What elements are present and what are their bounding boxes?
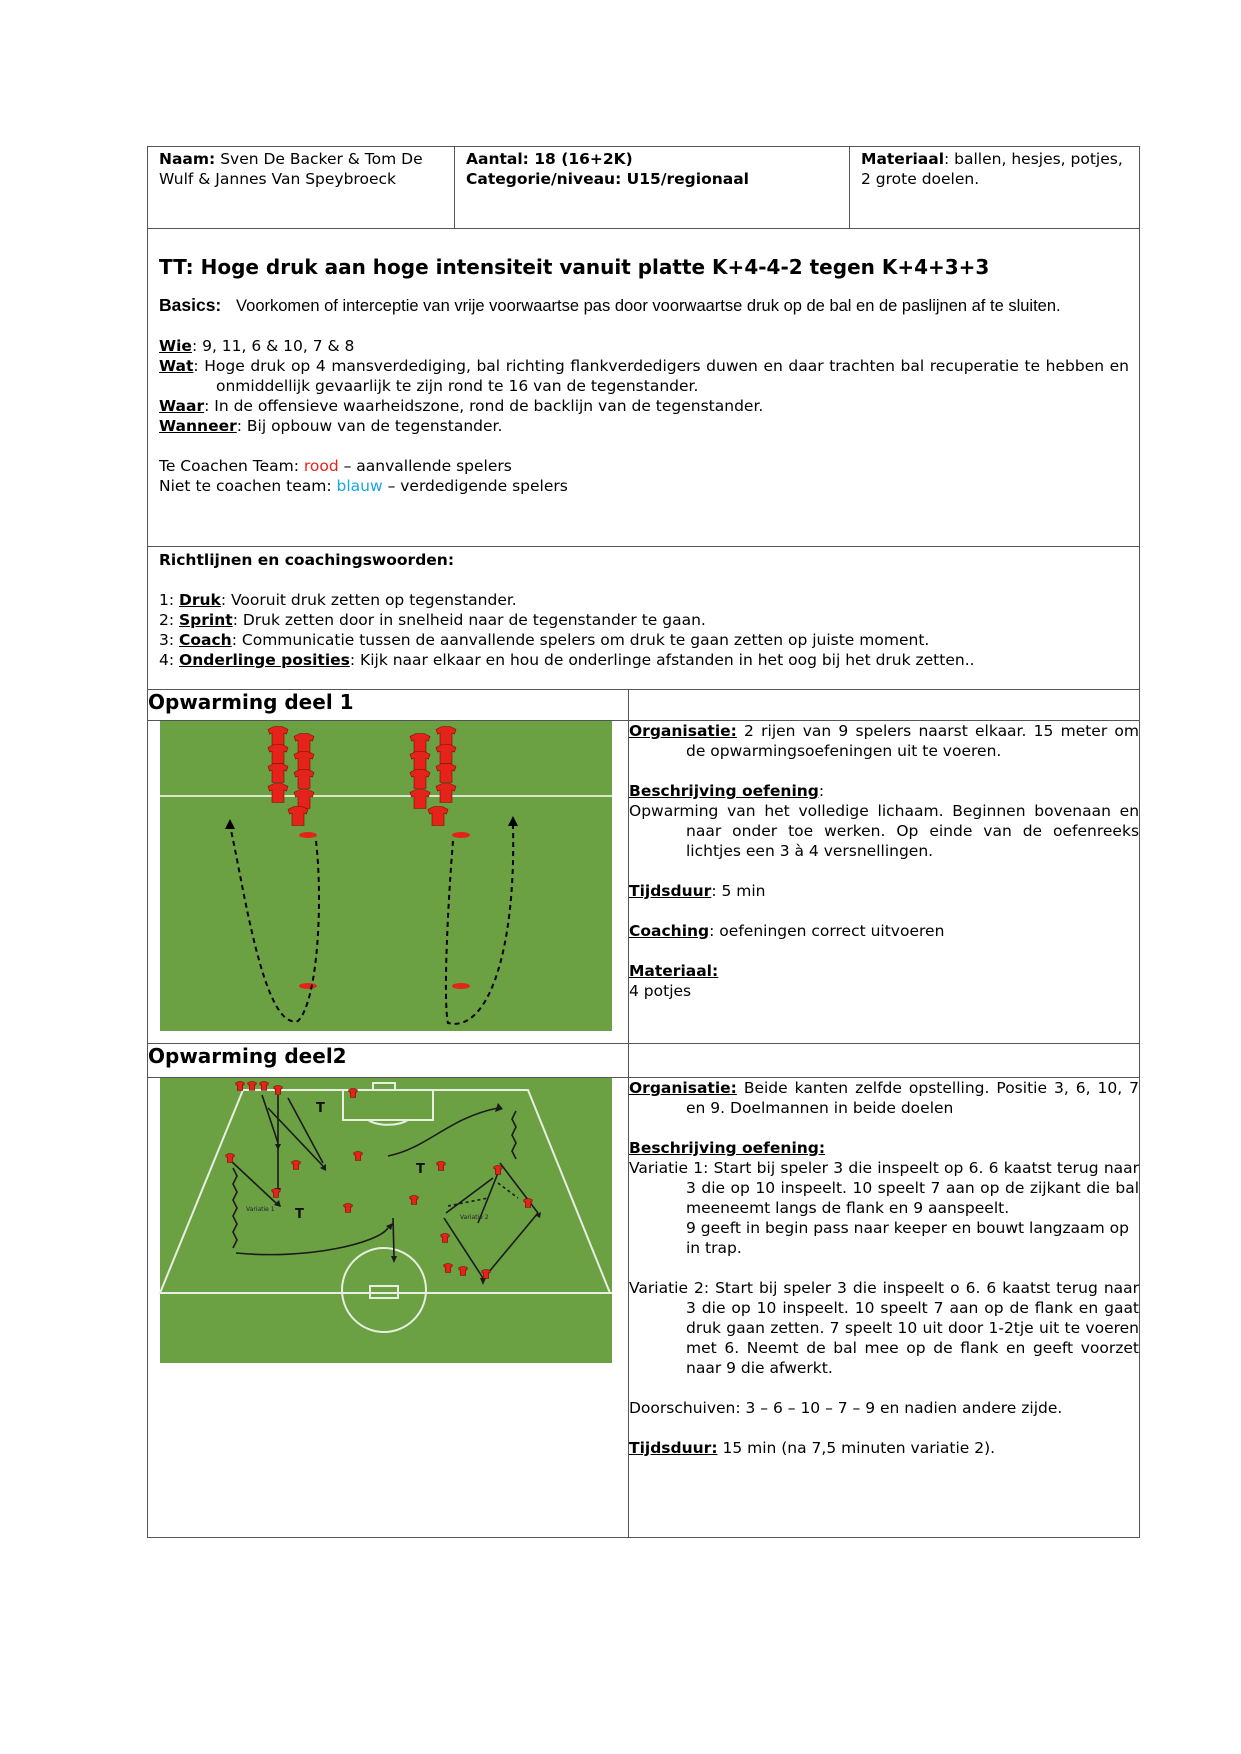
richtlijn-num: 2: [159,611,180,629]
richtlijn-num: 3: [159,631,180,649]
coach-team-line [159,456,1129,476]
cone-icon [452,983,470,989]
deel1-coaching [629,921,1139,941]
nocoach-team-line [159,476,1129,496]
session-sheet [147,146,1139,1538]
organisatie-text: Beide kanten zelfde opstelling. Positie 3, 6, 10, 7 en 9. Doelmannen in beide doelen [686,1079,1140,1117]
tijdsduur-label: Tijdsduur [629,882,712,900]
cone-icon [452,832,470,838]
wat-label: Wat [159,357,194,375]
deel1-body-row [148,721,1140,1044]
richtlijn-num: 4: [159,651,180,669]
trainer-label: T [295,1207,304,1222]
waar-text: : In de offensieve waarheidszone, rond de backlijn van de tegenstander. [204,397,764,415]
richtlijn-1 [159,590,1129,610]
beschrijving-label: Beschrijving oefening [629,782,819,800]
variatie-2-label: Variatie 2 [460,1214,489,1221]
richtlijn-num: 1: [159,591,180,609]
aantal-cell [455,147,850,229]
coach-team-prefix: Te Coachen Team: [159,457,304,475]
coaching-label: Coaching [629,922,710,940]
richtlijn-text: : Vooruit druk zetten op tegenstander. [220,591,517,609]
session-table [147,146,1140,1538]
deel1-diagram-cell [148,721,629,1044]
wie-line [159,336,1129,356]
deel2-variatie-1: Variatie 1: Start bij speler 3 die inspeelt op 6. 6 kaatst terug naar 3 die op 10 inspeelt. 10 speelt 7 aan op de zijkant die bal meeneemt langs de flank en 9 aanspeelt. [629,1159,1140,1217]
deel2-tijdsduur [629,1438,1139,1458]
wanneer-label: Wanneer [159,417,237,435]
deel2-variatie-2: Variatie 2: Start bij speler 3 die inspeelt o 6. 6 kaatst terug naar 3 die op 10 inspeelt. 10 speelt 7 aan op de flank en gaat druk gaan zetten. 7 speelt 10 uit door 1-2tje uit te voeren met 6. Neemt de bal mee op de flank en geeft voorzet naar 9 die afwerkt. [629,1279,1140,1377]
aantal-line: Aantal: 18 (16+2K) [466,150,633,168]
deel1-title-empty [629,690,1140,721]
deel1-materiaal-label: Materiaal: [629,962,719,980]
deel2-variatie-1b: 9 geeft in begin pass naar keeper en bouwt langzaam op in trap. [686,1219,1129,1257]
beschrijving-colon: : [818,782,825,800]
header-row [148,147,1140,229]
wat-text: : Hoge druk op 4 mansverdediging, bal richting flankverdedigers duwen en daar trachten bal recuperatie te hebben en onmiddellijk gevaarlijk te zijn rond te 16 van de tegenstander. [193,357,1130,395]
deel2-organisatie [629,1078,1139,1118]
deel2-field-diagram [148,1078,618,1378]
categorie-line: Categorie/niveau: U15/regionaal [466,170,749,188]
tijdsduur-text: 15 min (na 7,5 minuten variatie 2). [717,1439,996,1457]
richtlijn-text: : Kijk naar elkaar en hou de onderlinge afstanden in het oog bij het druk zetten.. [349,651,975,669]
richtlijn-label: Druk [179,591,221,609]
deel2-body-row [148,1078,1140,1538]
deel1-field-diagram [148,721,618,1041]
deel1-materiaal-text: 4 potjes [629,982,692,1000]
richtlijnen-cell [148,547,1140,690]
richtlijn-label: Coach [179,631,232,649]
tijdsduur-label: Tijdsduur: [629,1439,718,1457]
richtlijn-text: : Communicatie tussen de aanvallende spelers om druk te gaan zetten op juiste moment. [231,631,930,649]
organisatie-text: 2 rijen van 9 spelers naarst elkaar. 15 meter om de opwarmingsoefeningen uit te voeren. [686,722,1140,760]
nocoach-team-suffix: – verdedigende spelers [382,477,568,495]
deel1-organisatie [629,721,1139,761]
richtlijnen-title: Richtlijnen en coachingswoorden: [159,551,455,569]
richtlijn-2 [159,610,1129,630]
nocoach-team-color: blauw [336,477,383,495]
deel1-text-cell [629,721,1140,1044]
naam-label: Naam: [159,150,216,168]
deel2-diagram-cell [148,1078,629,1538]
cone-icon [299,983,317,989]
deel2-doorschuiven: Doorschuiven: 3 – 6 – 10 – 7 – 9 en nadien andere zijde. [629,1399,1063,1417]
materiaal-cell [850,147,1140,229]
deel2-beschrijving-label: Beschrijving oefening: [629,1139,826,1157]
deel2-text-cell [629,1078,1140,1538]
richtlijn-label: Sprint [179,611,233,629]
richtlijn-4 [159,650,1129,670]
basics-text: Voorkomen of interceptie van vrije voorwaartse pas door voorwaartse druk op de bal en de paslijnen af te sluiten. [236,297,1061,315]
wat-line [159,356,1129,396]
deel1-title: Opwarming deel 1 [148,690,629,721]
tt-row [148,229,1140,547]
wanneer-text: : Bij opbouw van de tegenstander. [236,417,503,435]
richtlijn-text: : Druk zetten door in snelheid naar de tegenstander te gaan. [232,611,706,629]
richtlijn-3 [159,630,1129,650]
naam-cell [148,147,455,229]
deel2-title-row [148,1044,1140,1078]
deel1-beschrijving-text: Opwarming van het volledige lichaam. Beginnen bovenaan en naar onder toe werken. Op einde van de oefenreeks lichtjes een 3 à 4 versnellingen. [629,802,1140,860]
basics-paragraph [159,295,1129,317]
coach-team-suffix: – aanvallende spelers [338,457,512,475]
richtlijnen-row [148,547,1140,690]
deel2-title-empty [629,1044,1140,1078]
trainer-label: T [416,1162,425,1177]
wie-label: Wie [159,337,192,355]
deel1-title-row [148,690,1140,721]
deel2-title: Opwarming deel2 [148,1044,629,1078]
materiaal-value: : ballen, hesjes, potjes, 2 grote doelen. [861,150,1123,188]
cone-icon [299,832,317,838]
wanneer-line [159,416,1129,436]
tijdsduur-text: : 5 min [711,882,766,900]
trainer-label: T [316,1101,325,1116]
materiaal-label: Materiaal [861,150,945,168]
deel1-beschrijving-label [629,781,1139,801]
tt-cell [148,229,1140,547]
basics-label: Basics: [159,295,222,315]
tt-title: TT: Hoge druk aan hoge intensiteit vanuit platte K+4-4-2 tegen K+4+3+3 [159,255,990,279]
organisatie-label: Organisatie: [629,722,737,740]
waar-line [159,396,1129,416]
coach-team-color: rood [303,457,339,475]
organisatie-label: Organisatie: [629,1079,737,1097]
nocoach-team-prefix: Niet te coachen team: [159,477,337,495]
naam-value: Sven De Backer & Tom De Wulf & Jannes Van Speybroeck [159,150,423,188]
wie-text: : 9, 11, 6 & 10, 7 & 8 [191,337,355,355]
coaching-text: : oefeningen correct uitvoeren [709,922,945,940]
waar-label: Waar [159,397,205,415]
deel1-tijdsduur [629,881,1139,901]
variatie-1-label: Variatie 1 [246,1206,275,1213]
richtlijn-label: Onderlinge posities [179,651,350,669]
